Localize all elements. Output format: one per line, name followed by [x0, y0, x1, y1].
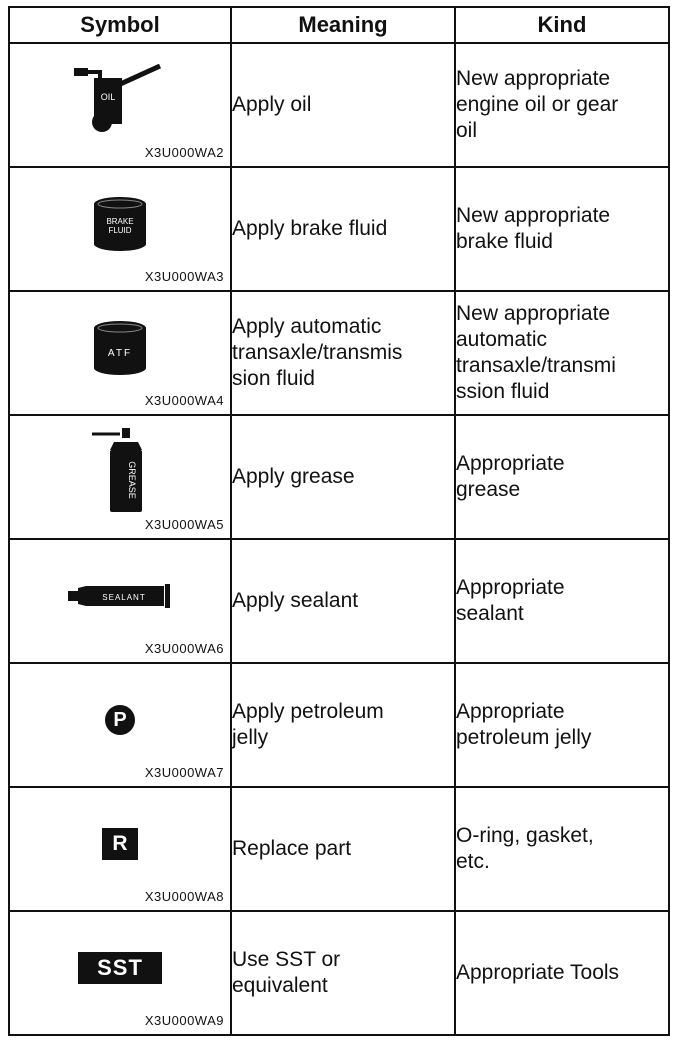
grease-icon-label: GREASE [127, 461, 137, 499]
atf-can-icon [90, 318, 150, 378]
kind-cell: New appropriate engine oil or gear oil [455, 43, 669, 167]
symbol-cell [9, 539, 231, 663]
symbol-cell [9, 663, 231, 787]
kind-cell: Appropriate Tools [455, 911, 669, 1035]
meaning-cell: Replace part [231, 787, 455, 911]
symbol-code: X3U000WA8 [144, 889, 224, 904]
kind-cell: New appropriate brake fluid [455, 167, 669, 291]
table-row [9, 291, 669, 415]
kind-cell: Appropriate petroleum jelly [455, 663, 669, 787]
meaning-cell: Apply oil [231, 43, 455, 167]
header-row [9, 7, 669, 43]
brake-fluid-can-icon [90, 194, 150, 254]
symbol-code: X3U000WA7 [144, 765, 224, 780]
symbol-code: X3U000WA6 [144, 641, 224, 656]
table-row [9, 415, 669, 539]
brake-icon-label-1: BRAKE [106, 217, 134, 227]
symbol-cell [9, 911, 231, 1035]
table-row [9, 167, 669, 291]
table-row [9, 663, 669, 787]
table-row [9, 539, 669, 663]
symbol-cell [9, 415, 231, 539]
symbol-cell [9, 167, 231, 291]
meaning-cell: Apply sealant [231, 539, 455, 663]
symbol-code: X3U000WA3 [144, 269, 224, 284]
symbol-code: X3U000WA5 [144, 517, 224, 532]
symbol-cell [9, 43, 231, 167]
meaning-cell: Apply automatic transaxle/transmis sion fluid [231, 291, 455, 415]
meaning-cell: Use SST or equivalent [231, 911, 455, 1035]
header-kind: Kind [455, 7, 669, 43]
meaning-cell: Apply petroleum jelly [231, 663, 455, 787]
kind-cell: Appropriate sealant [455, 539, 669, 663]
symbol-code: X3U000WA4 [144, 393, 224, 408]
brake-icon-label-2: FLUID [108, 226, 132, 236]
symbol-cell [9, 787, 231, 911]
kind-cell: New appropriate automatic transaxle/transmi ssion fluid [455, 291, 669, 415]
sealant-tube-icon [68, 582, 172, 610]
symbol-code: X3U000WA9 [144, 1013, 224, 1028]
sst-icon: SST [78, 952, 162, 984]
grease-spray-can-icon [90, 428, 150, 516]
meaning-cell: Apply brake fluid [231, 167, 455, 291]
kind-cell: O-ring, gasket, etc. [455, 787, 669, 911]
kind-cell: Appropriate grease [455, 415, 669, 539]
symbol-table [8, 6, 670, 1036]
symbol-code: X3U000WA2 [144, 145, 224, 160]
atf-icon-label: ATF [107, 348, 133, 360]
oil-can-icon [72, 64, 168, 136]
table-row [9, 43, 669, 167]
symbol-cell [9, 291, 231, 415]
oil-icon-label: OIL [100, 92, 116, 103]
table-row [9, 787, 669, 911]
sealant-icon-label: SEALANT [102, 593, 146, 603]
header-symbol: Symbol [9, 7, 231, 43]
replace-part-icon: R [102, 828, 138, 860]
petroleum-jelly-icon: P [105, 705, 135, 735]
meaning-cell: Apply grease [231, 415, 455, 539]
header-meaning: Meaning [231, 7, 455, 43]
table-row [9, 911, 669, 1035]
